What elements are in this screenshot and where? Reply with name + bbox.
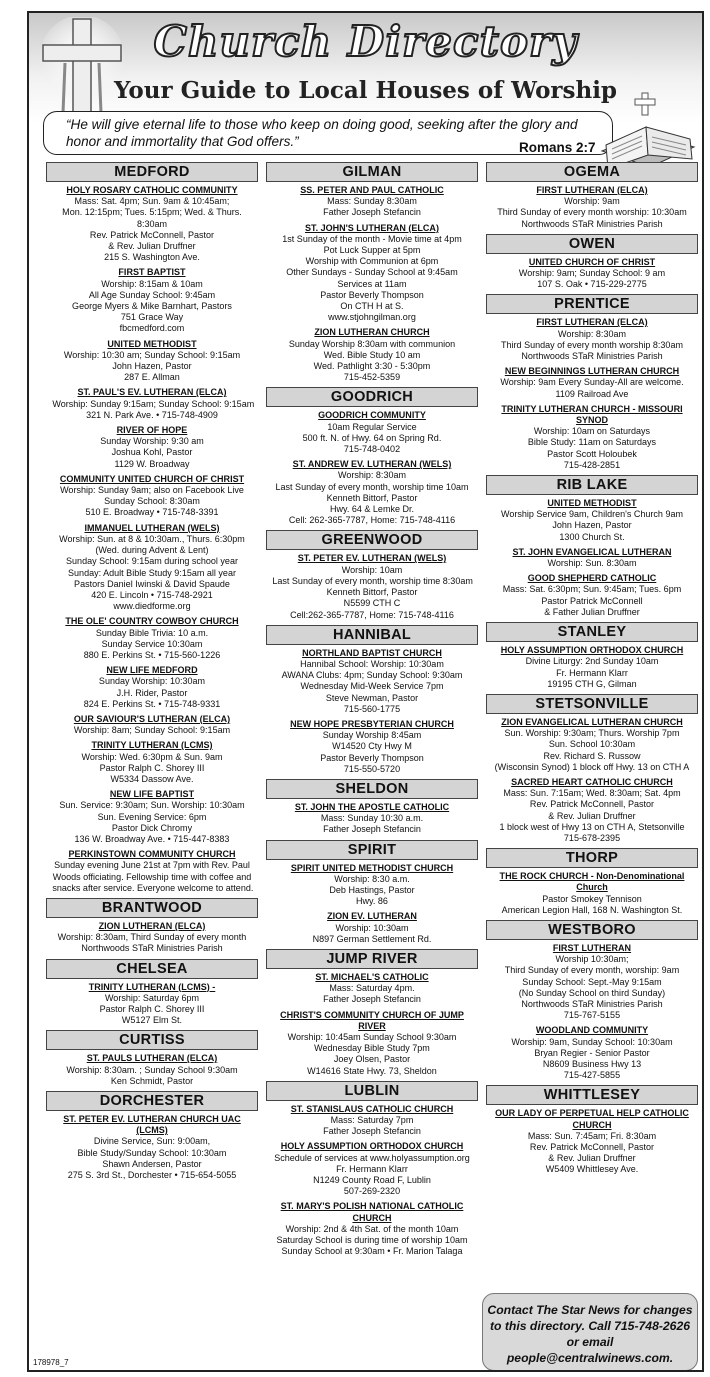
church-detail: Third Sunday of every month worship 8:30am [501, 339, 683, 351]
church-name: ST. STANISLAUS CATHOLIC CHURCH [290, 1103, 454, 1115]
church-detail: Ken Schmidt, Pastor [110, 1075, 194, 1087]
church-detail: Wed. Pathlight 3:30 - 5:30pm [313, 361, 431, 373]
town-heading: PRENTICE [486, 294, 698, 314]
church-detail: (No Sunday School on third Sunday) [518, 987, 666, 999]
church-detail: Rev. Richard S. Russow [543, 750, 641, 762]
church-detail: & Rev. Julian Druffner [548, 810, 636, 822]
church-detail: Bible Study: 11am on Saturdays [527, 437, 657, 449]
church-detail: Worship: 8:30am [557, 328, 627, 340]
church-name: UNITED METHODIST [547, 498, 637, 510]
church-entry [52, 789, 251, 845]
church-detail: Hwy. 86 [356, 896, 388, 908]
church-detail: Mass: Sun. 7:45am; Fri. 8:30am [527, 1130, 657, 1142]
church-detail: Pastor Dick Chromy [111, 822, 193, 834]
church-name: ST. PAUL'S EV. LUTHERAN (ELCA) [77, 387, 227, 399]
church-detail: Northwoods STaR Ministries Parish [81, 943, 223, 955]
church-detail: John Hazen, Pastor [552, 520, 632, 532]
church-detail: Deb Hastings, Pastor [329, 884, 415, 896]
church-detail: 19195 CTH G, Gilman [547, 678, 637, 690]
church-detail: AWANA Clubs: 4pm; Sunday School: 9:30am [281, 670, 463, 682]
church-detail: Worship: 10am on Saturdays [533, 426, 651, 438]
church-detail: Worship: Sun. at 8 & 10:30am., Thurs. 6:30pm [59, 533, 245, 545]
church-detail: 715-452-5359 [343, 372, 401, 384]
church-detail: Pastor Ralph C. Shorey III [99, 762, 205, 774]
church-name: FIRST LUTHERAN (ELCA) [536, 317, 648, 329]
church-detail: 880 E. Perkins St. • 715-560-1226 [83, 649, 221, 661]
church-detail: Sun. Worship: 9:30am; Thurs. Worship 7pm [504, 728, 680, 740]
church-detail: Joshua Kohl, Pastor [111, 447, 193, 459]
church-detail: Worship: 8:15am & 10am [101, 278, 203, 290]
church-entry [52, 665, 251, 710]
church-name: ST. ANDREW EV. LUTHERAN (WELS) [292, 459, 452, 471]
church-detail: 824 E. Perkins St. • 715-748-9331 [83, 698, 221, 710]
church-entry [492, 1025, 691, 1081]
scripture-reference: Romans 2:7 [519, 140, 596, 155]
church-detail: Mass: Sat. 6:30pm; Sun. 9:45am; Tues. 6pm [502, 584, 682, 596]
church-entry [492, 317, 691, 362]
church-detail: Sun. Service: 9:30am; Sun. Worship: 10:30am [59, 800, 245, 812]
church-name: TRINITY LUTHERAN (LCMS) - [88, 981, 216, 993]
church-detail: 420 E. Lincoln • 715-748-2921 [91, 589, 213, 601]
church-name: TRINITY LUTHERAN CHURCH - MISSOURI SYNOD [501, 403, 683, 427]
church-detail: 215 S. Washington Ave. [104, 252, 200, 264]
church-detail: Worship: 9am [564, 196, 620, 208]
church-name: NORTHLAND BAPTIST CHURCH [302, 647, 442, 659]
church-entry [492, 777, 691, 844]
church-entry [492, 1108, 691, 1175]
church-detail: J.H. Rider, Pastor [116, 687, 188, 699]
church-name: SACRED HEART CATHOLIC CHURCH [511, 776, 673, 788]
church-detail: Mass: Sun. 7:15am; Wed. 8:30am; Sat. 4pm [503, 788, 681, 800]
church-name: ZION EVANGELICAL LUTHERAN CHURCH [501, 716, 683, 728]
church-entry [492, 404, 691, 471]
church-detail: Rev. Patrick McConnell, Pastor [529, 799, 655, 811]
column-right [486, 162, 698, 1180]
directory-ad [27, 11, 704, 1372]
church-name: ZION EV. LUTHERAN [327, 911, 417, 923]
church-entry [492, 717, 691, 773]
church-detail: Worship: 8am; Sunday School: 9:15am [73, 725, 231, 737]
church-entry [492, 573, 691, 618]
church-entry [52, 185, 251, 263]
church-detail: Sunday Bible Trivia: 10 a.m. [95, 627, 209, 639]
church-entry [492, 366, 691, 400]
church-detail: 751 Grace Way [120, 312, 184, 324]
page-title: Church Directory [153, 17, 578, 66]
church-name: OUR LADY OF PERPETUAL HELP CATHOLIC CHURCH [495, 1108, 689, 1131]
church-detail: Divine Liturgy: 2nd Sunday 10am [525, 656, 659, 668]
church-name: HOLY ROSARY CATHOLIC COMMUNITY [66, 185, 238, 196]
town-heading: MEDFORD [46, 162, 258, 182]
church-detail: fbcmedford.com [119, 323, 185, 335]
church-detail: 1300 Church St. [559, 531, 625, 543]
church-detail: Wednesday Mid-Week Service 7pm [300, 681, 444, 693]
church-detail: Rev. Patrick McConnell, Pastor [89, 229, 215, 241]
church-detail: 107 S. Oak • 715-229-2775 [537, 279, 647, 291]
church-entry [272, 911, 471, 945]
church-entry [272, 972, 471, 1006]
church-detail: 510 E. Broadway • 715-748-3391 [85, 507, 219, 519]
church-detail: Sunday School at 9:30am • Fr. Marion Talaga [281, 1246, 463, 1258]
church-detail: 715-678-2395 [563, 832, 621, 844]
church-detail: Pastor Scott Holoubek [547, 448, 637, 460]
church-entry [52, 1114, 251, 1181]
church-detail: W5334 Dassow Ave. [110, 773, 194, 785]
church-detail: Sunday School: Sept.-May 9:15am [522, 976, 662, 988]
town-heading: GREENWOOD [266, 530, 478, 550]
town-heading: BRANTWOOD [46, 898, 258, 918]
church-detail: Worship: 9am, Sunday School: 10:30am [511, 1036, 673, 1048]
church-detail: Worship: 10am [341, 564, 403, 576]
church-detail: Pastor Smokey Tennison [542, 893, 642, 905]
church-entry [492, 943, 691, 1021]
church-detail: Bible Study/Sunday School: 10:30am [77, 1147, 227, 1159]
church-entry [52, 740, 251, 785]
church-name: ST. JOHN'S LUTHERAN (ELCA) [305, 222, 439, 234]
church-detail: W14520 Cty Hwy M [332, 741, 412, 753]
church-entry [272, 1104, 471, 1138]
church-detail: snacks after service. Everyone welcome to attend. [52, 882, 254, 894]
church-detail: Hannibal School: Worship: 10:30am [300, 658, 444, 670]
church-detail: Father Joseph Stefancin [323, 824, 421, 836]
church-detail: & Rev. Julian Druffner [108, 241, 196, 253]
church-detail: On CTH H at S. [340, 301, 404, 313]
church-name: NEW BEGINNINGS LUTHERAN CHURCH [504, 366, 680, 378]
church-detail: Fr. Hermann Klarr [336, 1163, 408, 1175]
town-heading: OGEMA [486, 162, 698, 182]
church-detail: Worship: 9am Every Sunday-All are welcome. [500, 377, 684, 389]
church-detail: Rev. Patrick McConnell, Pastor [529, 1142, 655, 1153]
church-detail: 715-748-0402 [343, 444, 401, 456]
church-entry [272, 459, 471, 526]
church-detail: Sunday Service 10:30am [101, 638, 203, 650]
church-detail: & Father Julian Druffner [544, 606, 640, 618]
church-name: FIRST LUTHERAN [552, 942, 632, 954]
church-detail: 136 W. Broadway Ave. • 715-447-8383 [74, 833, 230, 845]
church-detail: Joey Olsen, Pastor [333, 1054, 411, 1066]
church-detail: www.stjohngilman.org [328, 312, 416, 324]
church-name: ST. JOHN THE APOSTLE CATHOLIC [294, 801, 450, 813]
scripture-quote: “He will give eternal life to those who keep on doing good, seeking after the glory and honor and immortality that God offers.” [43, 111, 613, 155]
church-detail: 1 block west of Hwy 13 on CTH A, Stetsonville [499, 821, 685, 833]
church-detail: Mass: Sat. 4pm; Sun. 9am & 10:45am; [74, 196, 230, 208]
church-detail: Bryan Regier - Senior Pastor [534, 1047, 650, 1059]
church-detail: Sunday: Adult Bible Study 9:15am all year [68, 567, 236, 579]
church-name: ST. PAULS LUTHERAN (ELCA) [86, 1053, 218, 1065]
church-detail: 500 ft. N. of Hwy. 64 on Spring Rd. [302, 432, 442, 444]
church-detail: Divine Service, Sun: 9:00am, [93, 1136, 211, 1148]
church-detail: Steve Newman, Pastor [325, 692, 419, 704]
church-detail: Mass: Saturday 4pm. [329, 983, 415, 995]
church-detail: Worship: Saturday 6pm [104, 992, 200, 1004]
church-detail: Northwoods STaR Ministries Parish [521, 218, 663, 230]
church-detail: Mon. 12:15pm; Tues. 5:15pm; Wed. & Thurs. 8:30am [62, 207, 242, 230]
church-name: IMMANUEL LUTHERAN (WELS) [84, 522, 220, 534]
church-detail: Last Sunday of every month, worship time 8:30am [272, 575, 473, 587]
town-heading: CHELSEA [46, 959, 258, 979]
church-name: NEW LIFE BAPTIST [109, 789, 195, 801]
church-entry [52, 523, 251, 613]
church-entry [492, 257, 691, 291]
church-detail: & Rev. Julian Druffner [548, 1153, 636, 1165]
church-detail: Sunday Worship 8:30am with communion [288, 338, 456, 350]
church-detail: (Wisconsin Synod) 1 block off Hwy. 13 on CTH A [494, 761, 690, 773]
church-name: UNITED METHODIST [107, 338, 197, 350]
church-entry [272, 648, 471, 715]
church-detail: American Legion Hall, 168 N. Washington St. [501, 904, 683, 916]
church-entry [52, 387, 255, 421]
church-detail: Worship: 10:30am [335, 922, 409, 934]
church-detail: Worship: Sunday 9:15am; Sunday School: 9:15am [52, 398, 255, 410]
church-detail: W14616 State Hwy. 73, Sheldon [307, 1065, 437, 1077]
town-heading: JUMP RIVER [266, 949, 478, 969]
town-heading: SHELDON [266, 779, 478, 799]
church-detail: N1249 County Road F, Lublin [313, 1175, 431, 1187]
town-heading: CURTISS [46, 1030, 258, 1050]
church-detail: Mass: Sunday 8:30am [327, 196, 417, 208]
church-name: OUR SAVIOUR'S LUTHERAN (ELCA) [73, 713, 231, 725]
church-detail: Worship 10:30am; [555, 954, 629, 966]
church-name: HOLY ASSUMPTION ORTHODOX CHURCH [280, 1141, 464, 1153]
church-entry [52, 921, 251, 955]
church-entry [272, 553, 471, 620]
town-heading: THORP [486, 848, 698, 868]
church-entry [492, 547, 691, 569]
church-entry [492, 498, 691, 543]
church-detail: Last Sunday of every month, worship time 10am [275, 481, 469, 493]
page-subtitle: Your Guide to Local Houses of Worship [113, 77, 618, 104]
church-detail: Pastor Beverly Thompson [320, 752, 424, 764]
church-entry [272, 863, 471, 908]
church-detail: Worship: 10:30 am; Sunday School: 9:15am [63, 349, 241, 361]
church-detail: W5127 Elm St. [121, 1015, 183, 1027]
church-entry [52, 714, 251, 736]
town-heading: WHITTLESEY [486, 1085, 698, 1105]
church-name: FIRST BAPTIST [118, 267, 186, 279]
town-heading: HANNIBAL [266, 625, 478, 645]
church-entry [52, 339, 251, 384]
church-name: HOLY ASSUMPTION ORTHODOX CHURCH [500, 645, 684, 657]
church-detail: Services at 11am [337, 278, 407, 290]
church-name: NEW HOPE PRESBYTERIAN CHURCH [290, 718, 454, 730]
church-entry [52, 425, 251, 470]
bible-icon [598, 89, 698, 171]
church-detail: Sunday School: 9:15am during school year [66, 556, 238, 568]
church-detail: Cell:262-365-7787, Home: 715-748-4116 [290, 609, 454, 621]
church-entry [52, 616, 251, 661]
church-entry [52, 849, 254, 894]
church-entry [492, 871, 691, 916]
church-detail: Pot Luck Supper at 5pm [323, 245, 421, 257]
church-name: NEW LIFE MEDFORD [106, 665, 198, 677]
town-heading: LUBLIN [266, 1081, 478, 1101]
church-entry [272, 1010, 471, 1077]
church-detail: Worship: Wed. 6:30pm & Sun. 9am [81, 751, 223, 763]
church-detail: Worship: 8:30am. ; Sunday School 9:30am [66, 1064, 238, 1076]
church-entry [52, 982, 251, 1027]
church-entry [272, 185, 471, 219]
column-left [46, 162, 258, 1185]
church-detail: Father Joseph Stefancin [323, 994, 421, 1006]
church-detail: 275 S. 3rd St., Dorchester • 715-654-5055 [67, 1170, 237, 1182]
church-detail: 1109 Railroad Ave [555, 388, 629, 400]
church-entry [492, 185, 691, 230]
church-name: THE ROCK CHURCH - Non-Denominational Church [499, 871, 685, 894]
church-detail: Mass: Sunday 10:30 a.m. [320, 813, 424, 825]
church-detail: 715-428-2851 [563, 459, 621, 471]
church-detail: Sun. School 10:30am [548, 739, 636, 751]
church-detail: Worship: 8:30am [337, 470, 407, 482]
church-detail: Other Sundays - Sunday School at 9:45am [286, 267, 458, 279]
church-detail: Sun. Evening Service: 6pm [97, 811, 207, 823]
church-detail: Saturday School is during time of worship 10am [276, 1235, 468, 1247]
church-name: ST. MARY'S POLISH NATIONAL CATHOLIC CHURCH [280, 1201, 464, 1224]
church-detail: 287 E. Allman [124, 372, 180, 384]
church-detail: 715-560-1775 [343, 703, 401, 715]
church-detail: Father Joseph Stefancin [323, 207, 421, 219]
church-detail: Worship: 10:45am Sunday School 9:30am [287, 1031, 457, 1043]
church-name: ST. JOHN EVANGELICAL LUTHERAN [512, 546, 672, 558]
church-detail: Schedule of services at www.holyassumption.org [274, 1152, 470, 1164]
church-detail: Wednesday Bible Study 7pm [314, 1043, 430, 1055]
church-name: ZION LUTHERAN CHURCH [314, 327, 430, 339]
church-detail: www.diedforme.org [113, 601, 191, 613]
church-name: THE OLE' COUNTRY COWBOY CHURCH [65, 616, 239, 628]
church-detail: Sunday School: 8:30am [104, 496, 200, 508]
church-detail: Worship: 9am; Sunday School: 9 am [518, 268, 666, 280]
town-heading: STETSONVILLE [486, 694, 698, 714]
church-entry [272, 1141, 471, 1197]
church-detail: Worship: Sunday 9am; also on Facebook Live [60, 485, 244, 497]
town-heading: WESTBORO [486, 920, 698, 940]
church-detail: 715-767-5155 [563, 1010, 621, 1022]
church-detail: Shawn Andersen, Pastor [102, 1158, 202, 1170]
church-detail: Hwy. 64 & Lemke Dr. [329, 504, 415, 516]
church-detail: 321 N. Park Ave. • 715-748-4909 [86, 409, 218, 421]
church-entry [272, 410, 471, 455]
church-detail: Worship Service 9am, Children's Church 9am [500, 509, 683, 521]
church-detail: Wed. Bible Study 10 am [323, 349, 421, 361]
church-name: PERKINSTOWN COMMUNITY CHURCH [68, 849, 236, 861]
church-detail: Worship: 2nd & 4th Sat. of the month 10am [285, 1223, 459, 1235]
church-detail: 1st Sunday of the month - Movie time at 4pm [282, 233, 462, 245]
church-detail: Third Sunday of every month worship: 10:30am [497, 207, 687, 219]
town-heading: RIB LAKE [486, 475, 698, 495]
church-detail: (Wed. during Advent & Lent) [95, 545, 209, 557]
church-name: GOOD SHEPHERD CATHOLIC [527, 573, 657, 585]
town-heading: OWEN [486, 234, 698, 254]
church-detail: All Age Sunday School: 9:45am [88, 289, 216, 301]
church-detail: Sunday evening June 21st at 7pm with Rev. Paul [54, 860, 250, 872]
church-detail: Worship: 8:30 a.m. [334, 873, 410, 885]
church-detail: 1129 W. Broadway [114, 458, 190, 470]
church-name: TRINITY LUTHERAN (LCMS) [91, 740, 213, 752]
church-name: GOODRICH COMMUNITY [318, 410, 426, 422]
church-detail: Woods officiating. Fellowship time with coffee and [52, 871, 252, 883]
church-detail: N897 German Settlement Rd. [312, 933, 432, 945]
church-detail: Worship: 8:30am, Third Sunday of every month [57, 932, 247, 944]
church-name: COMMUNITY UNITED CHURCH OF CHRIST [59, 473, 245, 485]
church-detail: Sunday Worship: 10:30am [98, 676, 206, 688]
church-name: SPIRIT UNITED METHODIST CHURCH [290, 862, 454, 874]
church-entry [272, 802, 471, 836]
church-detail: Sunday Worship: 9:30 am [100, 436, 204, 448]
town-heading: GOODRICH [266, 387, 478, 407]
church-name: ST. PETER EV. LUTHERAN CHURCH UAC (LCMS) [63, 1114, 241, 1137]
town-heading: DORCHESTER [46, 1091, 258, 1111]
town-heading: SPIRIT [266, 840, 478, 860]
church-detail: Kenneth Bittorf, Pastor [326, 492, 418, 504]
church-detail: 10am Regular Service [327, 421, 417, 433]
church-detail: 715-550-5720 [343, 763, 401, 775]
church-detail: Cell: 262-365-7787, Home: 715-748-4116 [288, 515, 456, 527]
church-detail: Fr. Hermann Klarr [556, 667, 628, 679]
church-detail: Northwoods STaR Ministries Parish [521, 998, 663, 1010]
ad-code: 178978_7 [33, 1358, 69, 1367]
town-heading: STANLEY [486, 622, 698, 642]
church-name: FIRST LUTHERAN (ELCA) [536, 185, 648, 196]
town-heading: GILMAN [266, 162, 478, 182]
church-entry [272, 1201, 471, 1257]
church-detail: Kenneth Bittorf, Pastor [326, 587, 418, 599]
church-detail: Sunday Worship 8:45am [322, 730, 422, 742]
church-name: CHRIST'S COMMUNITY CHURCH OF JUMP RIVER [280, 1009, 464, 1032]
church-name: RIVER OF HOPE [116, 425, 188, 437]
church-detail: 715-427-5855 [563, 1070, 621, 1082]
church-detail: Father Joseph Stefancin [323, 1126, 421, 1138]
church-detail: Worship with Communion at 6pm [305, 256, 439, 268]
church-detail: Pastor Ralph C. Shorey III [99, 1004, 205, 1015]
church-entry [52, 474, 251, 519]
church-name: WOODLAND COMMUNITY [535, 1025, 649, 1037]
church-name: UNITED CHURCH OF CHRIST [528, 256, 656, 268]
church-name: SS. PETER AND PAUL CATHOLIC [300, 185, 444, 196]
church-detail: 507-269-2320 [343, 1186, 401, 1198]
church-name: ST. MICHAEL'S CATHOLIC [315, 971, 429, 983]
church-detail: George Myers & Mike Barnhart, Pastors [72, 301, 232, 313]
church-detail: Northwoods STaR Ministries Parish [521, 351, 663, 363]
church-detail: Pastors Daniel Iwinski & David Spaude [74, 578, 230, 590]
church-entry [52, 1053, 251, 1087]
contact-box: Contact The Star News for changes to this directory. Call 715-748-2626 or email people@centralwinews.com. [482, 1293, 698, 1371]
church-detail: John Hazen, Pastor [112, 361, 192, 373]
church-detail: Worship: Sun. 8:30am [547, 558, 637, 570]
church-detail: Mass: Saturday 7pm [330, 1115, 414, 1126]
church-detail: W5409 Whittlesey Ave. [545, 1164, 639, 1176]
church-detail: N5599 CTH C [343, 598, 401, 610]
church-detail: N8609 Business Hwy 13 [542, 1058, 642, 1070]
church-detail: Pastor Patrick McConnell [541, 595, 643, 607]
church-name: ST. PETER EV. LUTHERAN (WELS) [297, 553, 447, 565]
church-entry [52, 267, 251, 334]
church-entry [272, 719, 471, 775]
church-entry [272, 327, 471, 383]
church-entry [492, 645, 691, 690]
church-detail: Pastor Beverly Thompson [320, 289, 424, 301]
church-detail: Third Sunday of every month, worship: 9am [504, 965, 680, 977]
column-middle [266, 162, 478, 1261]
church-name: ZION LUTHERAN (ELCA) [98, 920, 206, 932]
church-entry [272, 223, 471, 324]
